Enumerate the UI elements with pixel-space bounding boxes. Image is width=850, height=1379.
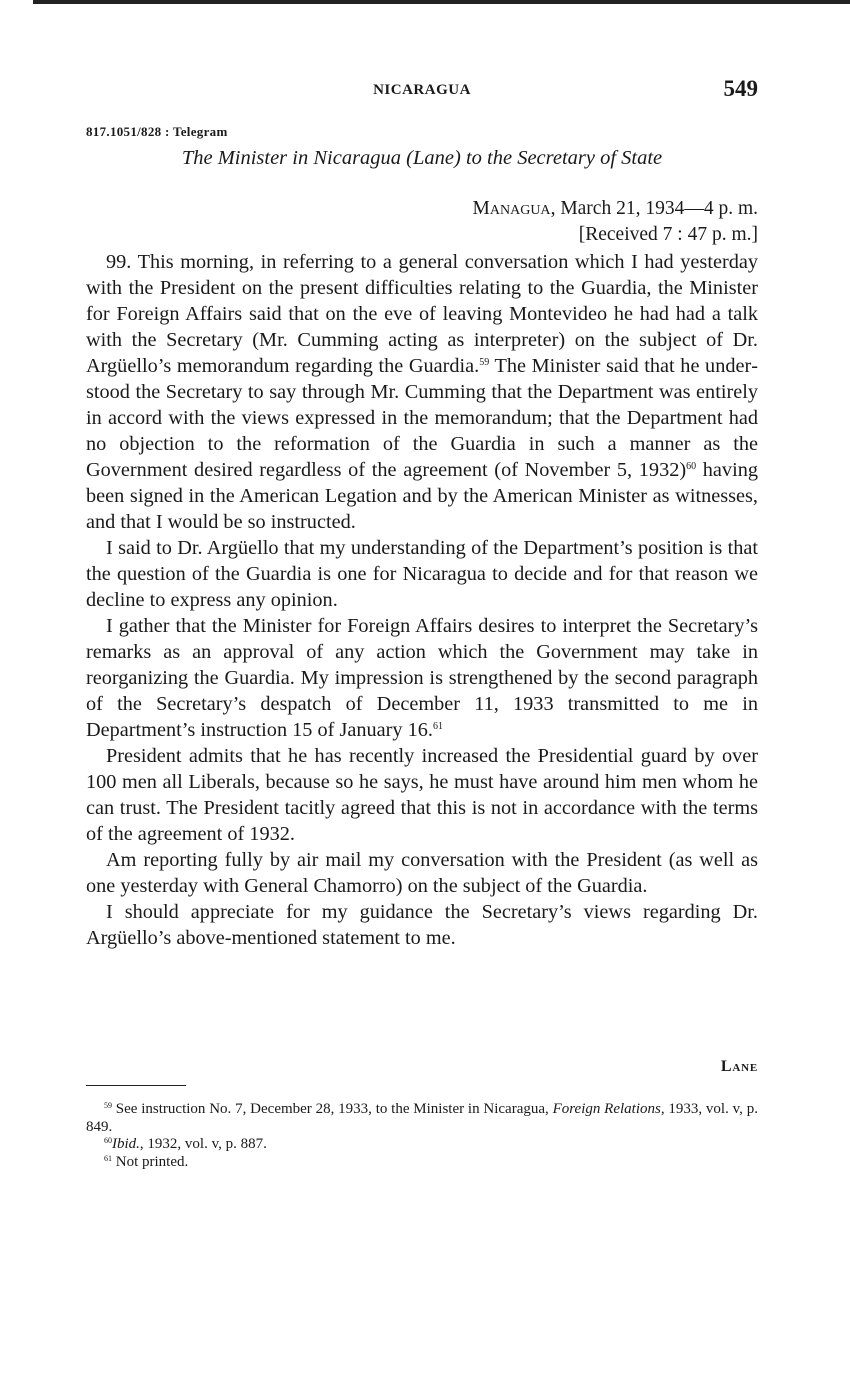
document-title: The Minister in Nicaragua (Lane) to the Secretary of State [181, 147, 663, 169]
footnote-italic: Foreign Relations [552, 1101, 661, 1117]
top-rule [33, 0, 850, 4]
paragraph-5: Am reporting fully by air mail my conversation with the President (as well as one yesterday with General Chamorro) on the subject of the Guardia. [86, 849, 758, 897]
dateline [473, 196, 758, 248]
telegram-body [86, 249, 758, 951]
paragraph-text: 99. This morning, in referring to a general conversation which I had yesterday with the President on the present difficulties relating to the Guardia, the Minister for Foreign Affairs said that on the eve of leaving Montevideo he had had a talk with the Secretary (Mr. Cumming acting as interpreter) on the subject of Dr. Argüello’s memorandum regarding the Guardia. [86, 251, 758, 377]
footnote-text: , 1932, vol. v, p. 887. [139, 1136, 267, 1152]
running-head [86, 76, 758, 110]
footnote-mark: 59 [104, 1101, 112, 1110]
paragraph-text: The Minister said that he understood the Secretary to say through Mr. Cumming that the Department was entirely in accord with the views expressed in the memorandum; that the Department had no objection to the reformation of the Guardia in such a manner as the Government desired regardless of the agreement (of November 5, 1932) [86, 355, 759, 481]
footnote-text: Not printed. [112, 1153, 189, 1170]
paragraph-1 [86, 249, 758, 535]
footnote-italic: Ibid. [112, 1136, 140, 1152]
date: , March 21, 1934—4 p. m. [550, 198, 758, 219]
footnote-text: See instruction No. 7, December 28, 1933, to the Minister in Nicaragua, [112, 1101, 553, 1117]
paragraph-text: having been signed in the American Legation and by the American Minister as witnesses, and that I would be so instructed. [86, 459, 758, 533]
footnote-59 [86, 1101, 758, 1136]
page-number: 549 [723, 76, 758, 101]
paragraph-6: I should appreciate for my guidance the Secretary’s views regarding Dr. Argüello’s above-mentioned statement to me. [86, 901, 758, 949]
running-title: NICARAGUA [373, 82, 471, 98]
footnote-ref: 59 [479, 357, 490, 368]
footnote-rule [86, 1085, 186, 1086]
footnote-mark: 61 [104, 1153, 112, 1163]
footnote-mark: 60 [104, 1136, 112, 1145]
received-line: [Received 7 : 47 p. m.] [578, 224, 758, 245]
paragraph-4: President admits that he has recently increased the Presidential guard by over 100 men all Liberals, because so he says, he must have around him men whom he can trust. The President tacitly agreed that this is not in accordance with the terms of the agreement of 1932. [86, 745, 758, 845]
paragraph-3 [86, 613, 758, 743]
paragraph-2: I said to Dr. Argüello that my understanding of the Department’s position is that the question of the Guardia is one for Nicaragua to decide and for that reason we decline to express any opinion. [86, 537, 758, 611]
footnote-61 [86, 1154, 758, 1172]
file-reference: 817.1051/828 : Telegram [86, 124, 228, 139]
place: Managua [472, 198, 551, 219]
footnote-ref: 60 [686, 461, 697, 472]
footnote-ref: 61 [432, 721, 443, 732]
footnote-text: , 1933, vol. v, p. 849. [86, 1101, 758, 1135]
paragraph-text: I gather that the Minister for Foreign Affairs desires to interpret the Secretary’s remarks as an approval of any action which the Government may take in reorganizing the Guardia. My impression is strengthened by the second paragraph of the Secretary’s despatch of December 11, 1933 transmitted to me in Department’s instruction 15 of January 16. [86, 615, 758, 741]
footnote-60 [86, 1136, 758, 1154]
footnotes [86, 1101, 758, 1171]
date-line [473, 196, 758, 222]
signature: Lane [720, 1058, 758, 1075]
